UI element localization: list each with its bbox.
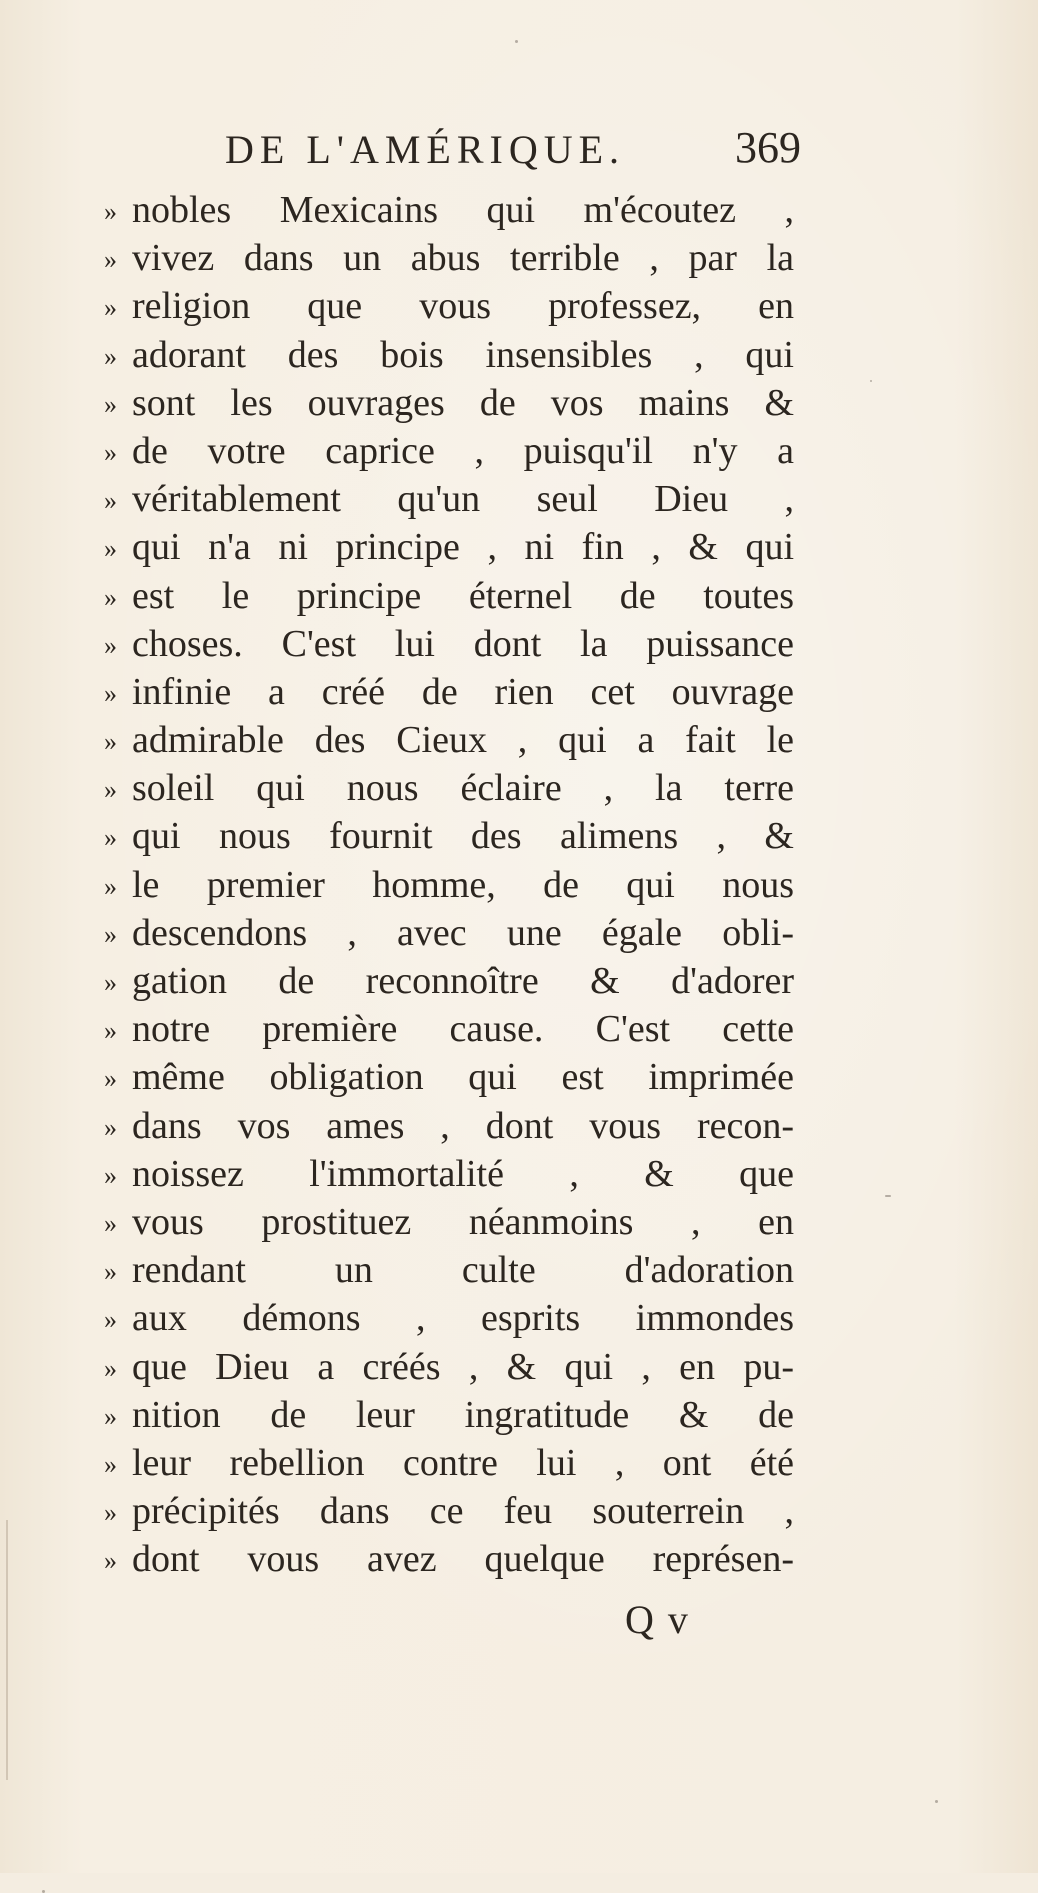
line-text: précipités dans ce feu souterrein ,	[132, 1490, 794, 1533]
text-line	[104, 861, 804, 909]
text-line	[104, 282, 804, 330]
text-line	[104, 668, 804, 716]
line-text: que Dieu a créés , & qui , en pu-	[132, 1345, 794, 1388]
text-line	[104, 572, 804, 620]
quote-mark: »	[104, 1305, 117, 1335]
running-title: DE L'AMÉRIQUE.	[225, 127, 626, 172]
text-line	[104, 1535, 804, 1583]
quote-mark: »	[104, 1064, 117, 1094]
text-line	[104, 1198, 804, 1246]
quote-mark: »	[104, 968, 117, 997]
quote-mark: »	[104, 775, 117, 805]
line-text: vivez dans un abus terrible , par la	[132, 237, 794, 280]
line-text: nobles Mexicains qui m'écoutez ,	[132, 189, 794, 231]
paper-speck	[885, 1195, 891, 1197]
quote-mark: »	[104, 486, 117, 516]
line-text: dans vos ames , dont vous recon-	[132, 1104, 794, 1147]
line-text: gation de reconnoître & d'adorer	[132, 960, 794, 1002]
page-edge-shadow	[6, 1520, 8, 1780]
line-text: adorant des bois insensibles , qui	[132, 333, 794, 376]
text-line	[104, 716, 804, 764]
line-text: aux démons , esprits immondes	[132, 1297, 794, 1340]
quote-mark: »	[104, 1449, 117, 1479]
text-line	[104, 1343, 804, 1391]
text-line	[104, 234, 804, 282]
line-text: leur rebellion contre lui , ont été	[132, 1441, 794, 1484]
quote-mark: »	[104, 197, 117, 226]
line-text: rendant un culte d'adoration	[132, 1249, 794, 1292]
line-text: vous prostituez néanmoins , en	[132, 1200, 794, 1243]
line-text: dont vous avez quelque représen-	[132, 1538, 794, 1581]
quote-mark: »	[104, 871, 117, 901]
quote-mark: »	[104, 1160, 117, 1190]
line-text: soleil qui nous éclaire , la terre	[132, 767, 794, 810]
line-text: véritablement qu'un seul Dieu ,	[132, 478, 794, 521]
text-line	[104, 186, 804, 234]
quote-mark: »	[104, 823, 117, 853]
quote-mark: »	[104, 1353, 117, 1383]
text-line	[104, 427, 804, 475]
text-line	[104, 1005, 804, 1053]
quote-mark: »	[104, 1546, 117, 1576]
quote-mark: »	[104, 437, 117, 467]
text-line	[104, 475, 804, 523]
quote-mark: »	[104, 341, 117, 371]
quote-mark: »	[104, 630, 117, 660]
quote-mark: »	[104, 678, 117, 708]
quote-mark: »	[104, 1257, 117, 1287]
line-text: est le principe éternel de toutes	[132, 574, 794, 617]
text-line	[104, 1150, 804, 1198]
line-text: nition de leur ingratitude & de	[132, 1393, 794, 1436]
text-line	[104, 812, 804, 860]
quote-mark: »	[104, 293, 117, 323]
catchword: Q v	[625, 1597, 690, 1642]
text-line	[104, 764, 804, 812]
page-number: 369	[735, 123, 801, 172]
quote-mark: »	[104, 1498, 117, 1528]
text-line	[104, 1246, 804, 1294]
quote-mark: »	[104, 1016, 117, 1046]
text-line	[104, 620, 804, 668]
paper-speck	[935, 1800, 938, 1803]
line-text: qui nous fournit des alimens , &	[132, 815, 794, 858]
line-text: sont les ouvrages de vos mains &	[132, 381, 794, 424]
page-header	[0, 118, 1038, 178]
line-text: religion que vous professez, en	[132, 285, 794, 328]
text-line	[104, 1053, 804, 1101]
text-line	[104, 523, 804, 571]
quote-mark: »	[104, 1208, 117, 1238]
text-line	[104, 1439, 804, 1487]
quote-mark: »	[104, 582, 117, 612]
quote-mark: »	[104, 1401, 117, 1431]
line-text: le premier homme, de qui nous	[132, 863, 794, 906]
quote-mark: »	[104, 919, 117, 949]
text-line	[104, 1391, 804, 1439]
line-text: qui n'a ni principe , ni fin , & qui	[132, 526, 794, 569]
text-line	[104, 1487, 804, 1535]
quote-mark: »	[104, 1112, 117, 1142]
quote-mark: »	[104, 534, 117, 564]
paper-speck	[870, 380, 872, 382]
quote-mark: »	[104, 245, 117, 275]
text-line	[104, 909, 804, 957]
text-line	[104, 1294, 804, 1342]
body-text	[104, 186, 804, 1583]
line-text: même obligation qui est imprimée	[132, 1056, 794, 1099]
quote-mark: »	[104, 727, 117, 757]
line-text: notre première cause. C'est cette	[132, 1008, 794, 1051]
line-text: infinie a créé de rien cet ouvrage	[132, 670, 794, 713]
line-text: admirable des Cieux , qui a fait le	[132, 719, 794, 762]
text-line	[104, 1102, 804, 1150]
line-text: de votre caprice , puisqu'il n'y a	[132, 429, 794, 472]
text-line	[104, 379, 804, 427]
quote-mark: »	[104, 389, 117, 419]
text-line	[104, 331, 804, 379]
line-text: choses. C'est lui dont la puissance	[132, 622, 794, 665]
line-text: noissez l'immortalité , & que	[132, 1152, 794, 1195]
text-line	[104, 957, 804, 1005]
paper-speck	[515, 40, 518, 43]
line-text: descendons , avec une égale obli-	[132, 911, 794, 954]
